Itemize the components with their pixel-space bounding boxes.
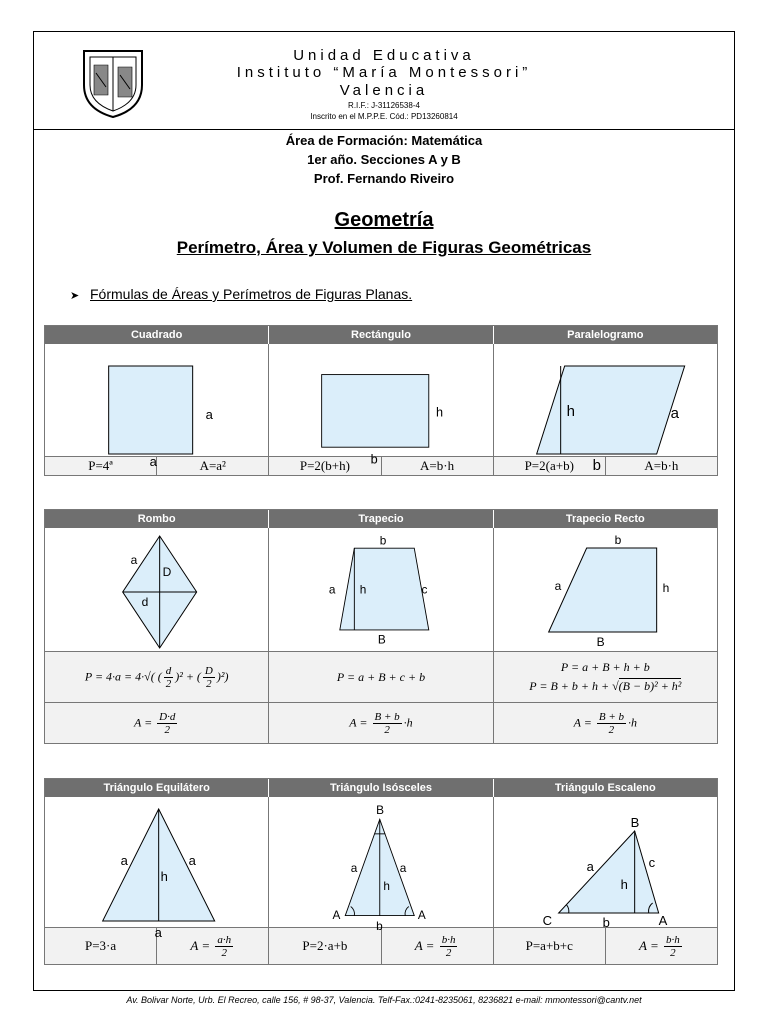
formula-area-trapecio-recto — [494, 703, 717, 743]
formula-perimeter-equilatero: P=3·a — [45, 928, 157, 964]
formula-area-rectangulo: A=b·h — [420, 458, 455, 473]
label-h: h — [383, 879, 391, 894]
label-b: b — [371, 452, 379, 467]
frac-num: B + b — [598, 710, 624, 723]
header-rombo: Rombo — [45, 510, 269, 528]
label-b: b — [592, 457, 601, 474]
frac-num: a·h — [217, 933, 232, 946]
formula-perimeter-escaleno: P=a+b+c — [494, 928, 606, 964]
label-D: D — [162, 565, 172, 579]
label-a-left: a — [120, 853, 128, 868]
formula-tail: ·h — [628, 714, 637, 729]
formula-lhs: A = — [133, 714, 153, 729]
frac-den: 2 — [445, 946, 452, 959]
figure-trapecio — [269, 528, 493, 651]
frac-den: 2 — [206, 677, 212, 690]
header-rectangulo: Rectángulo — [269, 326, 493, 344]
formula-tail: ·h — [403, 714, 413, 729]
formula-perimeter-trapecio: P = a + B + c + b — [336, 669, 426, 684]
frac-num: B + b — [374, 710, 400, 723]
label-A-right: A — [418, 908, 427, 923]
header-triangulo-isosceles: Triángulo Isósceles — [269, 779, 493, 797]
frac-num: b·h — [441, 933, 456, 946]
frac-den: 2 — [165, 677, 172, 690]
label-C: C — [542, 913, 552, 928]
formula-area-isosceles — [382, 928, 493, 964]
formula-perimeter-rectangulo: P=2(b+h) — [269, 457, 381, 475]
page-subtitle: Perímetro, Área y Volumen de Figuras Geométricas — [176, 238, 592, 257]
label-b: b — [380, 533, 387, 548]
header-paralelogramo: Paralelogramo — [567, 329, 644, 341]
formula-lhs: A = — [190, 938, 211, 953]
label-B: B — [630, 815, 639, 830]
label-A: A — [658, 913, 667, 928]
page-footer-address: Av. Bolivar Norte, Urb. El Recreo, calle 156, # 98-37, Valencia. Telf-Fax.:0241-8235061, 8236821 e-mail: mmontessori@cantv.net — [126, 995, 642, 1005]
frac-num-d: d — [165, 664, 172, 677]
formula-area-escaleno — [606, 928, 717, 964]
header-trapecio: Trapecio — [269, 510, 493, 528]
table-header-row — [45, 326, 717, 344]
label-d: d — [141, 595, 149, 609]
label-a: a — [329, 582, 336, 597]
label-b: b — [376, 919, 384, 934]
label-h: h — [662, 581, 670, 595]
page-title: Geometría — [334, 209, 434, 231]
formula-lhs: A = — [573, 714, 592, 729]
table-header-row — [45, 779, 717, 797]
frac-den: 2 — [164, 723, 171, 736]
label-B: B — [596, 635, 605, 649]
course-teacher: Prof. Fernando Riveiro — [313, 171, 455, 186]
label-a: a — [670, 405, 679, 422]
frac-den: 2 — [221, 946, 227, 959]
figure-rombo — [45, 528, 269, 651]
formulas-row — [45, 457, 717, 475]
formula-lhs: A = — [349, 714, 368, 729]
label-a-right: a — [188, 853, 196, 868]
course-year: 1er año. Secciones A y B — [307, 152, 461, 167]
label-c: c — [648, 855, 655, 870]
header-triangulo-equilatero: Triángulo Equilátero — [45, 779, 269, 797]
label-h: h — [360, 582, 367, 597]
school-name-line2: Instituto “María Montessori” — [236, 64, 532, 81]
school-name-line1: Unidad Educativa — [293, 47, 475, 64]
table-triangulos — [44, 778, 718, 965]
label-B: B — [376, 802, 385, 817]
formula-lhs: A = — [414, 938, 435, 953]
school-mppe-code: Inscrito en el M.P.P.E. Cód.: PD13260814 — [310, 112, 458, 121]
formula-perimeter-cuadrado: P=4ª — [45, 457, 157, 475]
course-area: Área de Formación: Matemática — [285, 133, 483, 148]
label-h: h — [566, 403, 575, 420]
header-triangulo-escaleno: Triángulo Escaleno — [554, 782, 656, 794]
formulas-row — [45, 928, 717, 964]
label-B: B — [378, 632, 387, 647]
formula-prefix: P = 4·a = 4· — [84, 668, 145, 683]
frac-den: 2 — [670, 946, 676, 959]
label-a-bottom: a — [154, 925, 162, 940]
section-bullet — [70, 286, 412, 302]
table-quadrilaterals — [44, 325, 718, 476]
frac-num-D: D — [204, 664, 213, 677]
figure-triangulo-isosceles — [269, 797, 493, 934]
table-rombo-trapecios — [44, 509, 718, 744]
label-b: b — [614, 533, 622, 547]
label-c: c — [421, 582, 428, 597]
formula-area-trapecio — [269, 703, 492, 743]
header-divider — [33, 129, 735, 130]
label-a: a — [554, 579, 562, 593]
label-h: h — [436, 405, 444, 420]
figure-triangulo-escaleno — [494, 797, 717, 930]
label-a-left: a — [351, 860, 358, 875]
formula-perimeter-trapecio-recto: P = a + B + h + b P = B + b + h + √(B − b)² + h² — [529, 660, 682, 693]
frac-num: b·h — [666, 933, 680, 946]
school-crest-logo — [76, 45, 150, 121]
formula-line-2-root: (B − b)² + h² — [618, 679, 682, 693]
school-rif: R.I.F.: J-31126538-4 — [348, 101, 420, 110]
formula-area-equilatero — [157, 928, 268, 964]
label-b: b — [602, 915, 610, 930]
figures-row — [45, 528, 717, 652]
perimeter-formulas-row — [45, 652, 717, 702]
header-cuadrado: Cuadrado — [45, 326, 269, 344]
arrow-bullet-icon: ➤ — [70, 290, 80, 302]
formula-area-rombo — [45, 703, 268, 743]
formula-perimeter-paralelogramo: P=2(a+b) — [494, 457, 606, 475]
label-h: h — [620, 877, 628, 892]
label-a-bottom: a — [149, 454, 157, 469]
formula-area-paralelogramo: A=b·h — [644, 458, 679, 473]
label-a-right: a — [400, 860, 407, 875]
school-city: Valencia — [339, 82, 429, 99]
label-h: h — [160, 869, 168, 884]
label-a: a — [586, 859, 594, 874]
figure-triangulo-equilatero — [45, 797, 269, 940]
frac-den: 2 — [608, 723, 615, 736]
label-a-side: a — [205, 407, 213, 422]
header-trapecio-recto: Trapecio Recto — [565, 513, 645, 525]
formula-line-2-prefix: P = B + b + h + — [529, 679, 613, 693]
area-formulas-row — [45, 702, 717, 743]
table-header-row — [45, 510, 717, 528]
label-A-left: A — [332, 908, 341, 923]
formula-perimeter-isosceles: P=2·a+b — [269, 928, 381, 964]
formula-area-cuadrado: A=a² — [199, 458, 226, 473]
formula-line-1: P = a + B + h + b — [560, 660, 650, 674]
label-a: a — [130, 553, 138, 567]
frac-den: 2 — [384, 723, 390, 736]
bullet-text: Fórmulas de Áreas y Perímetros de Figuras Planas. — [90, 286, 413, 302]
figure-trapecio-recto — [494, 528, 717, 651]
frac-num: D·d — [159, 710, 176, 723]
formula-perimeter-rombo: P = 4·a = 4·√( ( $\frac{d}{2}$ )² + ( $\frac{D}{2}$ )²) — [84, 664, 229, 690]
formula-lhs: A = — [639, 938, 659, 953]
